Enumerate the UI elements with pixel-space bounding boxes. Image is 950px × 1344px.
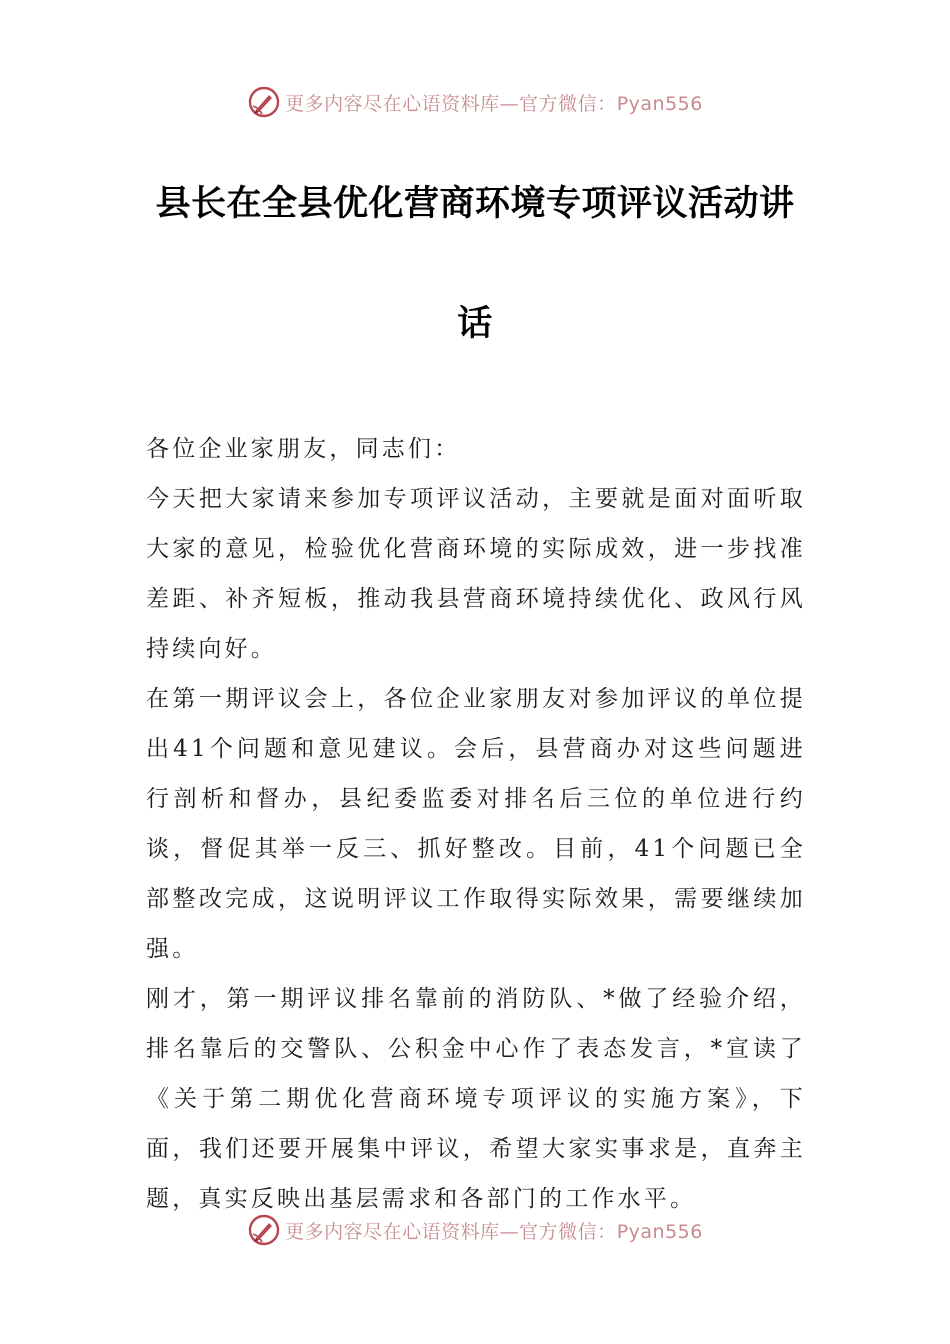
watermark-banner-top: [0, 82, 950, 122]
pen-logo-icon: [247, 85, 281, 119]
paragraph: 刚才，第一期评议排名靠前的消防队、*做了经验介绍，排名靠后的交警队、公积金中心作了表态发言，*宣读了《关于第二期优化营商环境专项评议的实施方案》，下面，我们还要开展集中评议，希望大家实事求是，直奔主题，真实反映出基层需求和各部门的工作水平。: [146, 986, 806, 1212]
watermark-banner-bottom: [0, 1210, 950, 1250]
document-body: [146, 424, 806, 1224]
pen-logo-icon: [247, 1213, 281, 1247]
watermark-text: 更多内容尽在心语资料库—官方微信：Pyan556: [285, 92, 703, 115]
document-title-line-2: 话: [457, 304, 493, 344]
salutation: 各位企业家朋友，同志们：: [146, 436, 461, 462]
watermark-text: 更多内容尽在心语资料库—官方微信：Pyan556: [285, 1220, 703, 1243]
paragraph: 在第一期评议会上，各位企业家朋友对参加评议的单位提出41个问题和意见建议。会后，县营商办对这些问题进行剖析和督办，县纪委监委对排名后三位的单位进行约谈，督促其举一反三、抓好整改。目前，41个问题已全部整改完成，这说明评议工作取得实际效果，需要继续加强。: [146, 686, 806, 962]
document-title-line-1: 县长在全县优化营商环境专项评议活动讲: [155, 184, 795, 224]
paragraph: 今天把大家请来参加专项评议活动，主要就是面对面听取大家的意见，检验优化营商环境的实际成效，进一步找准差距、补齐短板，推动我县营商环境持续优化、政风行风持续向好。: [146, 486, 806, 662]
